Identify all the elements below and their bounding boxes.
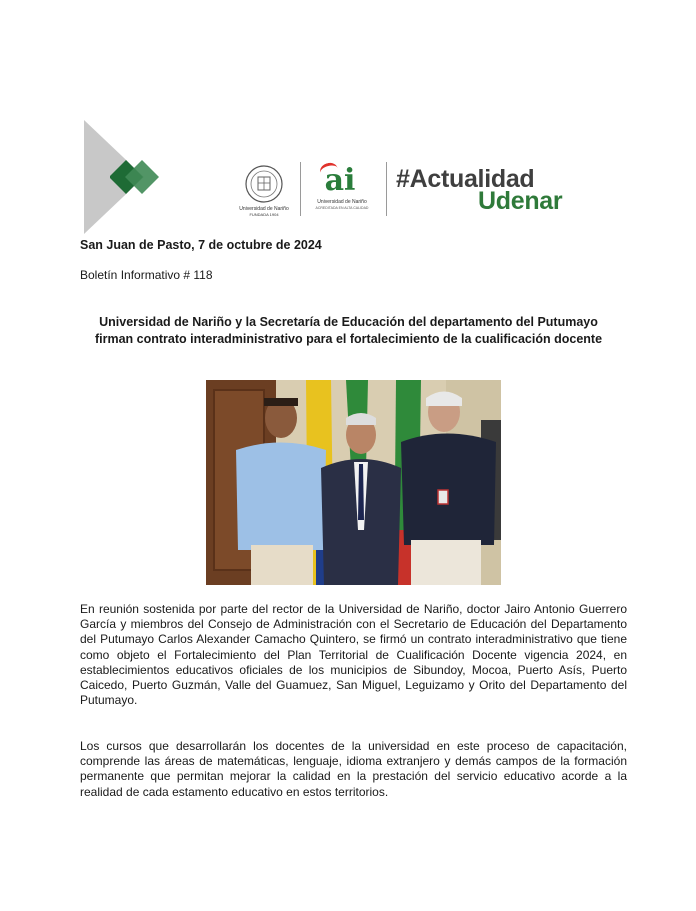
body-paragraph-1: En reunión sostenida por parte del rector de la Universidad de Nariño, doctor Jairo Antonio Guerrero García y miembros del Consejo de Administración con el Secretario de Educación del Departamento del Putumayo Carlos Alexander Camacho Quintero, se firmó un contrato interadministrativo que tiene como objeto el Fortalecimiento del Plan Territorial de Cualificación Docente vigencia 2024, en establecimientos educativos oficiales de los municipios de Sibundoy, Mocoa, Puerto Asís, Puerto Caicedo, Puerto Guzmán, Valle del Guamuez, San Miguel, Leguizamo y Orito del Departamento del Putumayo. bbox=[80, 602, 627, 708]
ai-caption: Universidad de Nariño bbox=[317, 199, 367, 205]
green-diamond-logo-icon bbox=[110, 158, 160, 196]
ai-subcaption: ACREDITADA EN ALTA CALIDAD bbox=[315, 206, 369, 210]
ai-logo-text: ai bbox=[324, 163, 356, 198]
meeting-photo bbox=[206, 380, 501, 585]
logo-divider bbox=[300, 162, 301, 216]
date-line: San Juan de Pasto, 7 de octubre de 2024 bbox=[80, 238, 322, 252]
logo-divider bbox=[386, 162, 387, 216]
seal-caption-line1: Universidad de Nariño bbox=[239, 206, 289, 212]
bulletin-number: Boletín Informativo # 118 bbox=[80, 268, 213, 282]
hashtag-title: #Actualidad bbox=[396, 165, 535, 193]
seal-caption bbox=[232, 206, 296, 218]
university-seal-icon bbox=[245, 165, 283, 203]
body-paragraph-2: Los cursos que desarrollarán los docentes de la universidad en este proceso de capacitación, comprende las áreas de matemáticas, lenguaje, idioma extranjero y demás campos de la formación permanente que permitan mejorar la calidad en la prestación del servicio educativo acorde a la realidad de cada estamento educativo en estos territorios. bbox=[80, 739, 627, 799]
accreditation-logo-icon bbox=[317, 163, 363, 199]
seal-caption-line2: FUNDADA 1904 bbox=[249, 212, 279, 217]
hashtag-subtitle: Udenar bbox=[478, 187, 563, 215]
headline: Universidad de Nariño y la Secretaría de Educación del departamento del Putumayo firman contrato interadministrativo para el fortalecimiento de la cualificación docente bbox=[94, 315, 603, 346]
